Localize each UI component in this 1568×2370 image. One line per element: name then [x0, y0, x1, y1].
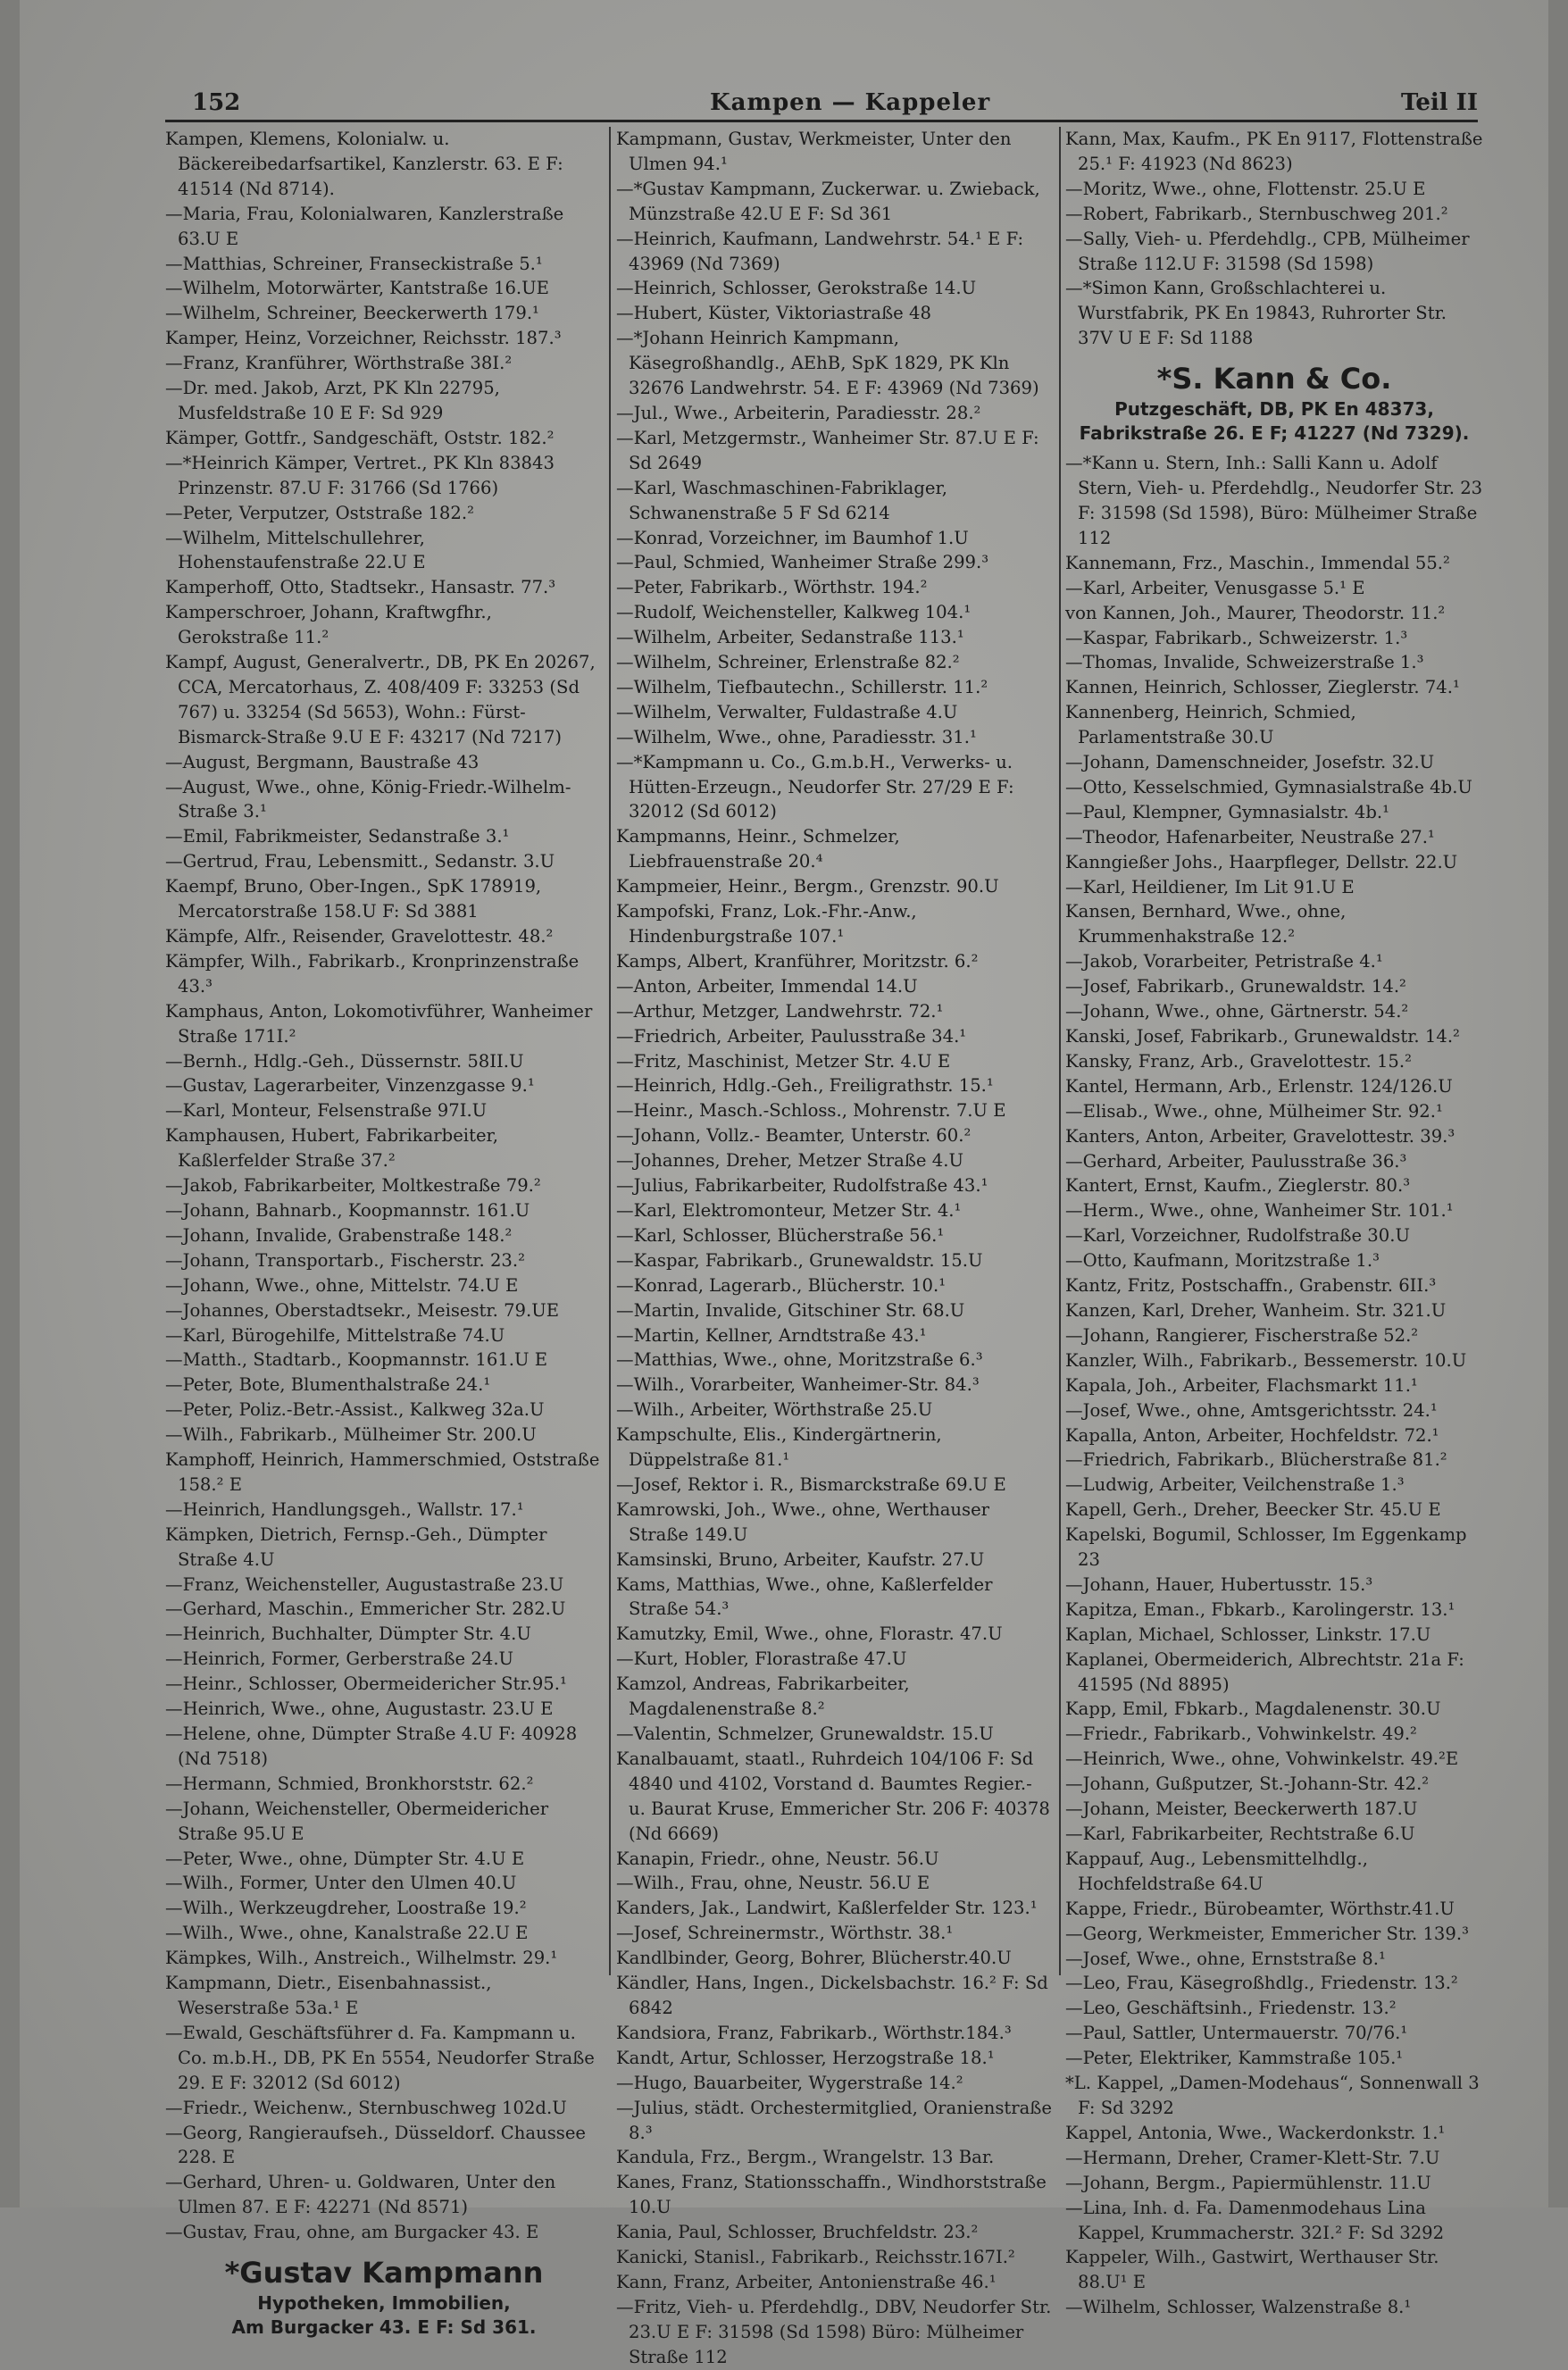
- directory-entry: —Wilh., Former, Unter den Ulmen 40.U: [165, 1873, 517, 1894]
- directory-entry: Kantz, Fritz, Postschaffn., Grabenstr. 6II.³: [1065, 1275, 1437, 1297]
- directory-entry: —Josef, Rektor i. R., Bismarckstraße 69.U E: [616, 1473, 1006, 1495]
- directory-entry: —Matthias, Schreiner, Franseckistraße 5.¹: [165, 253, 543, 274]
- directory-entry: —Johann, Gußputzer, St.-Johann-Str. 42.²: [1065, 1773, 1430, 1795]
- directory-entry: Kanicki, Stanisl., Fabrikarb., Reichsstr.167I.²: [616, 2247, 1015, 2268]
- directory-entry: Kanders, Jak., Landwirt, Kaßlerfelder Str. 123.¹: [616, 1898, 1038, 1919]
- directory-entry: Kannen, Heinrich, Schlosser, Zieglerstr. 74.¹: [1065, 677, 1460, 698]
- directory-entry: —Wilhelm, Mittelschullehrer, Hohenstaufenstraße 22.U E: [165, 527, 426, 573]
- directory-entry: Kappe, Friedr., Bürobeamter, Wörthstr.41.U: [1065, 1898, 1455, 1919]
- directory-entry: —Friedr., Weichenw., Sternbuschweg 102d.U: [165, 2097, 567, 2118]
- directory-entry: —*Gustav Kampmann, Zuckerwar. u. Zwieback, Münzstraße 42.U E F: Sd 361: [616, 178, 1040, 224]
- directory-entry: —Heinrich, Handlungsgeh., Wallstr. 17.¹: [165, 1498, 524, 1520]
- directory-entry: —Kurt, Hobler, Florastraße 47.U: [616, 1648, 907, 1670]
- directory-entry: —Josef, Wwe., ohne, Ernststraße 8.¹: [1065, 1948, 1386, 1969]
- directory-entry: Kaempf, Bruno, Ober-Ingen., SpK 178919, Mercatorstraße 158.U F: Sd 3881: [165, 876, 542, 922]
- directory-entry: —Fritz, Maschinist, Metzer Str. 4.U E: [616, 1050, 951, 1072]
- directory-entry: —Wilh., Frau, ohne, Neustr. 56.U E: [616, 1873, 930, 1894]
- directory-entry: —Arthur, Metzger, Landwehrstr. 72.¹: [616, 1000, 944, 1022]
- directory-entry: Kanzen, Karl, Dreher, Wanheim. Str. 321.U: [1065, 1299, 1447, 1321]
- directory-entry: Kamphoff, Heinrich, Hammerschmied, Oststraße 158.² E: [165, 1449, 600, 1495]
- directory-entry: —Peter, Wwe., ohne, Dümpter Str. 4.U E: [165, 1848, 525, 1869]
- directory-entry: Kanes, Franz, Stationsschaffn., Windhorststraße 10.U: [616, 2172, 1047, 2218]
- directory-entry: —Johann, Invalide, Grabenstraße 148.²: [165, 1224, 513, 1246]
- directory-entry: Kansky, Franz, Arb., Gravelottestr. 15.²: [1065, 1050, 1412, 1072]
- directory-entry: —Hubert, Küster, Viktoriastraße 48: [616, 303, 931, 324]
- directory-entry: —Josef, Wwe., ohne, Amtsgerichtsstr. 24.¹: [1065, 1399, 1438, 1421]
- directory-entry: —Paul, Schmied, Wanheimer Straße 299.³: [616, 552, 989, 573]
- directory-entry: —Peter, Fabrikarb., Wörthstr. 194.²: [616, 577, 928, 598]
- directory-entry: —Robert, Fabrikarb., Sternbuschweg 201.²: [1065, 203, 1448, 224]
- directory-entry: —Jul., Wwe., Arbeiterin, Paradiesstr. 28.²: [616, 402, 981, 423]
- directory-entry: —*Simon Kann, Großschlachterei u. Wurstfabrik, PK En 19843, Ruhrorter Str. 37V U E F: Sd 1188: [1065, 278, 1447, 349]
- page-part-label: Teil II: [1400, 89, 1478, 116]
- directory-entry: —Johann, Wwe., ohne, Mittelstr. 74.U E: [165, 1274, 519, 1296]
- directory-entry: —Gerhard, Uhren- u. Goldwaren, Unter den Ulmen 87. E F: 42271 (Nd 8571): [165, 2172, 556, 2218]
- directory-entry: —Karl, Monteur, Felsenstraße 97I.U: [165, 1100, 488, 1122]
- directory-entry: Kapala, Joh., Arbeiter, Flachsmarkt 11.¹: [1065, 1374, 1418, 1396]
- directory-entry: —Johann, Vollz.- Beamter, Unterstr. 60.²: [616, 1125, 972, 1147]
- directory-entry: —Hermann, Dreher, Cramer-Klett-Str. 7.U: [1065, 2147, 1440, 2168]
- directory-entry: —Josef, Schreinermstr., Wörthstr. 38.¹: [616, 1923, 954, 1944]
- directory-entry: Kamps, Albert, Kranführer, Moritzstr. 6.²: [616, 950, 979, 972]
- directory-entry: —Johannes, Dreher, Metzer Straße 4.U: [616, 1150, 963, 1172]
- directory-entry: Kamphaus, Anton, Lokomotivführer, Wanheimer Straße 171I.²: [165, 1000, 593, 1047]
- directory-entry: —Heinr., Schlosser, Obermeidericher Str.95.¹: [165, 1673, 567, 1695]
- directory-entry: Kappauf, Aug., Lebensmittelhdlg., Hochfeldstraße 64.U: [1065, 1848, 1369, 1894]
- directory-entry: —Jakob, Vorarbeiter, Petristraße 4.¹: [1065, 951, 1383, 972]
- ad-line: Putzgeschäft, DB, PK En 48373,: [1114, 398, 1434, 421]
- directory-entry: —Paul, Klempner, Gymnasialstr. 4b.¹: [1065, 801, 1389, 822]
- directory-entry: Kamutzky, Emil, Wwe., ohne, Florastr. 47.U: [616, 1623, 1003, 1645]
- directory-entry: —Hermann, Schmied, Bronkhorststr. 62.²: [165, 1773, 534, 1794]
- directory-entry: —Emil, Fabrikmeister, Sedanstraße 3.¹: [165, 826, 510, 847]
- directory-entry: —Peter, Poliz.-Betr.-Assist., Kalkweg 32a.U: [165, 1399, 545, 1421]
- directory-entry: —Heinrich, Wwe., ohne, Augustastr. 23.U E: [165, 1698, 554, 1720]
- directory-entry: —Bernh., Hdlg.-Geh., Düssernstr. 58II.U: [165, 1050, 524, 1072]
- directory-entry: —Wilh., Arbeiter, Wörthstraße 25.U: [616, 1399, 933, 1421]
- directory-entry: —Matthias, Wwe., ohne, Moritzstraße 6.³: [616, 1349, 983, 1371]
- entries-list: [616, 127, 1054, 2370]
- directory-entry: —Matth., Stadtarb., Koopmannstr. 161.U E: [165, 1349, 548, 1371]
- directory-entry: —Gertrud, Frau, Lebensmitt., Sedanstr. 3.U: [165, 851, 555, 872]
- directory-entry: Kamper, Heinz, Vorzeichner, Reichsstr. 187.³: [165, 328, 562, 349]
- directory-entry: —Herm., Wwe., ohne, Wanheimer Str. 101.¹: [1065, 1200, 1454, 1222]
- scan-edge-left: [0, 0, 20, 2207]
- directory-entry: Kapitza, Eman., Fbkarb., Karolingerstr. 13.¹: [1065, 1598, 1455, 1620]
- directory-entry: Kanapin, Friedr., ohne, Neustr. 56.U: [616, 1848, 939, 1869]
- directory-entry: —Johann, Wwe., ohne, Gärtnerstr. 54.²: [1065, 1001, 1409, 1022]
- page-number: 152: [192, 89, 241, 116]
- directory-entry: Kämpkes, Wilh., Anstreich., Wilhelmstr. 29.¹: [165, 1948, 558, 1969]
- directory-entry: —Franz, Kranführer, Wörthstraße 38I.²: [165, 353, 513, 374]
- ad-name: *Gustav Kampmann: [224, 2256, 544, 2291]
- directory-entry: Kampf, August, Generalvertr., DB, PK En 20267, CCA, Mercatorhaus, Z. 408/409 F: 33253 (Sd 767) u. 33254 (Sd 5653), Wohn.: Fürst-Bismarck-Straße 9.U E F: 43217 (Nd 7217): [165, 652, 596, 747]
- directory-entry: Kannemann, Frz., Maschin., Immendal 55.²: [1065, 552, 1450, 573]
- directory-entry: Kapelski, Bogumil, Schlosser, Im Eggenkamp 23: [1065, 1524, 1467, 1571]
- directory-entry: —Johann, Hauer, Hubertusstr. 15.³: [1065, 1573, 1373, 1595]
- directory-entry: —Peter, Elektriker, Kammstraße 105.¹: [1065, 2048, 1404, 2069]
- directory-entry: —Heinrich, Kaufmann, Landwehrstr. 54.¹ E F: 43969 (Nd 7369): [616, 228, 1024, 274]
- directory-entry: —Georg, Werkmeister, Emmericher Str. 139.³: [1065, 1923, 1469, 1944]
- directory-entry: Kaplanei, Obermeiderich, Albrechtstr. 21a F: 41595 (Nd 8895): [1065, 1648, 1464, 1695]
- directory-entry: —Anton, Arbeiter, Immendal 14.U: [616, 975, 918, 997]
- directory-entry: —Karl, Schlosser, Blücherstraße 56.¹: [616, 1224, 945, 1246]
- directory-entry: —Hugo, Bauarbeiter, Wygerstraße 14.²: [616, 2072, 963, 2093]
- directory-entry: von Kannen, Joh., Maurer, Theodorstr. 11.²: [1065, 602, 1446, 623]
- directory-entry: Kamperschroer, Johann, Kraftwgfhr., Gerokstraße 11.²: [165, 602, 492, 648]
- column-2: [616, 127, 1054, 2367]
- directory-entry: —Wilhelm, Wwe., ohne, Paradiesstr. 31.¹: [616, 726, 977, 747]
- ad-name: *S. Kann & Co.: [1156, 362, 1392, 396]
- directory-entry: —Johann, Bergm., Papiermühlenstr. 11.U: [1065, 2172, 1431, 2193]
- page-range-title: Kampen — Kappeler: [710, 89, 991, 116]
- directory-entry: —Peter, Verputzer, Oststraße 182.²: [165, 502, 474, 523]
- directory-entry: —August, Bergmann, Baustraße 43: [165, 751, 480, 772]
- directory-entry: —Jakob, Fabrikarbeiter, Moltkestraße 79.²: [165, 1175, 541, 1197]
- directory-entry: Kandt, Artur, Schlosser, Herzogstraße 18.¹: [616, 2047, 995, 2068]
- directory-entry: —Elisab., Wwe., ohne, Mülheimer Str. 92.¹: [1065, 1100, 1443, 1122]
- directory-entry: —Konrad, Vorzeichner, im Baumhof 1.U: [616, 527, 969, 548]
- directory-entry: —Wilhelm, Arbeiter, Sedanstraße 113.¹: [616, 627, 964, 648]
- directory-entry: —August, Wwe., ohne, König-Friedr.-Wilhelm-Straße 3.¹: [165, 776, 571, 822]
- directory-entry: Kanngießer Johs., Haarpfleger, Dellstr. 22.U: [1065, 851, 1458, 872]
- directory-entry: —Johann, Weichensteller, Obermeidericher Straße 95.U E: [165, 1798, 549, 1844]
- directory-entry: —Julius, städt. Orchestermitglied, Oranienstraße 8.³: [616, 2097, 1052, 2143]
- advertisement-box: [1065, 360, 1483, 446]
- directory-entry: —Moritz, Wwe., ohne, Flottenstr. 25.U E: [1065, 178, 1426, 199]
- directory-entry: Kapalla, Anton, Arbeiter, Hochfeldstr. 72.¹: [1065, 1424, 1439, 1446]
- directory-entry: Kannenberg, Heinrich, Schmied, Parlamentstraße 30.U: [1065, 702, 1356, 748]
- ad-line: Hypotheken, Immobilien,: [257, 2292, 511, 2315]
- directory-entry: Kantel, Hermann, Arb., Erlenstr. 124/126.U: [1065, 1075, 1453, 1097]
- directory-entry: *L. Kappel, „Damen-Modehaus“, Sonnenwall 3 F: Sd 3292: [1065, 2073, 1480, 2118]
- directory-entry: Kamrowski, Joh., Wwe., ohne, Werthauser Straße 149.U: [616, 1498, 990, 1545]
- advertisement-box: [165, 2254, 603, 2340]
- directory-entry: —Gustav, Frau, ohne, am Burgacker 43. E: [165, 2222, 539, 2243]
- directory-entry: —Otto, Kaufmann, Moritzstraße 1.³: [1065, 1250, 1380, 1272]
- directory-entry: —Wilh., Vorarbeiter, Wanheimer-Str. 84.³: [616, 1374, 980, 1396]
- directory-entry: Kämpken, Dietrich, Fernsp.-Geh., Dümpter Straße 4.U: [165, 1523, 547, 1570]
- directory-entry: —Karl, Elektromonteur, Metzer Str. 4.¹: [616, 1199, 962, 1221]
- directory-entry: —Gustav, Lagerarbeiter, Vinzenzgasse 9.¹: [165, 1075, 535, 1097]
- directory-entry: —Karl, Heildiener, Im Lit 91.U E: [1065, 876, 1355, 897]
- directory-entry: —Karl, Vorzeichner, Rudolfstraße 30.U: [1065, 1225, 1410, 1247]
- directory-entry: —Martin, Invalide, Gitschiner Str. 68.U: [616, 1299, 965, 1321]
- directory-entry: —Rudolf, Weichensteller, Kalkweg 104.¹: [616, 602, 972, 623]
- directory-entry: —Wilhelm, Tiefbautechn., Schillerstr. 11.²: [616, 676, 988, 697]
- directory-entry: —Karl, Arbeiter, Venusgasse 5.¹ E: [1065, 577, 1365, 598]
- directory-entry: —Valentin, Schmelzer, Grunewaldstr. 15.U: [616, 1723, 994, 1744]
- directory-entry: —Leo, Frau, Käsegroßhdlg., Friedenstr. 13.²: [1065, 1973, 1458, 1994]
- column-1: [165, 127, 603, 2339]
- directory-entry: —Gerhard, Maschin., Emmericher Str. 282.U: [165, 1598, 566, 1620]
- directory-entry: —Wilhelm, Schreiner, Beeckerwerth 179.¹: [165, 303, 539, 324]
- directory-entry: —Friedrich, Fabrikarb., Blücherstraße 81.²: [1065, 1449, 1447, 1471]
- directory-entry: Kann, Max, Kaufm., PK En 9117, Flottenstraße 25.¹ F: 41923 (Nd 8623): [1065, 129, 1483, 174]
- directory-entry: Kampmanns, Heinr., Schmelzer, Liebfrauenstraße 20.⁴: [616, 826, 900, 872]
- directory-entry: —Georg, Rangieraufseh., Düsseldorf. Chaussee 228. E: [165, 2122, 587, 2168]
- directory-entry: Kandula, Frz., Bergm., Wrangelstr. 13 Bar.: [616, 2147, 995, 2168]
- directory-entry: —Sally, Vieh- u. Pferdehdlg., CPB, Mülheimer Straße 112.U F: 31598 (Sd 1598): [1065, 228, 1470, 274]
- directory-entry: Kaplan, Michael, Schlosser, Linkstr. 17.U: [1065, 1623, 1431, 1645]
- directory-entry: —Karl, Waschmaschinen-Fabriklager, Schwanenstraße 5 F Sd 6214: [616, 477, 947, 523]
- directory-entry: —Wilhelm, Schlosser, Walzenstraße 8.¹: [1065, 2297, 1412, 2318]
- directory-entry: Kampschulte, Elis., Kindergärtnerin, Düppelstraße 81.¹: [616, 1424, 942, 1471]
- directory-entry: —Fritz, Vieh- u. Pferdehdlg., DBV, Neudorfer Str. 23.U E F: 31598 (Sd 1598) Büro: Mülheimer Straße 112: [616, 2296, 1052, 2367]
- directory-entry: —*Kann u. Stern, Inh.: Salli Kann u. Adolf Stern, Vieh- u. Pferdehdlg., Neudorfer Str. 23 F: 31598 (Sd 1598), Büro: Mülheimer Straße 112: [1065, 453, 1483, 548]
- directory-entry: —Friedr., Fabrikarb., Vohwinkelstr. 49.²: [1065, 1723, 1417, 1745]
- directory-entry: Kanalbauamt, staatl., Ruhrdeich 104/106 F: Sd 4840 und 4102, Vorstand d. Baumtes Regier.- u. Baurat Kruse, Emmericher Str. 206 F: 40378 (Nd 6669): [616, 1748, 1050, 1844]
- directory-entry: —Gerhard, Arbeiter, Paulusstraße 36.³: [1065, 1150, 1407, 1172]
- directory-entry: Kappeler, Wilh., Gastwirt, Werthauser Str. 88.U¹ E: [1065, 2247, 1439, 2293]
- directory-entry: —Karl, Metzgermstr., Wanheimer Str. 87.U E F: Sd 2649: [616, 427, 1039, 473]
- directory-entry: —Otto, Kesselschmied, Gymnasialstraße 4b.U: [1065, 776, 1472, 797]
- directory-entry: —Heinrich, Hdlg.-Geh., Freiligrathstr. 15.¹: [616, 1075, 994, 1097]
- directory-entry: —Thomas, Invalide, Schweizerstraße 1.³: [1065, 652, 1424, 673]
- column-divider: [1059, 127, 1061, 1975]
- directory-entry: —Martin, Kellner, Arndtstraße 43.¹: [616, 1324, 927, 1346]
- entries-list: [165, 127, 603, 2245]
- directory-entry: —Karl, Bürogehilfe, Mittelstraße 74.U: [165, 1324, 505, 1346]
- directory-entry: Kanters, Anton, Arbeiter, Gravelottestr. 39.³: [1065, 1125, 1455, 1147]
- directory-entry: —Wilhelm, Verwalter, Fuldastraße 4.U: [616, 701, 958, 722]
- directory-entry: Kampofski, Franz, Lok.-Fhr.-Anw., Hindenburgstraße 107.¹: [616, 901, 917, 947]
- directory-entry: Kamsinski, Bruno, Arbeiter, Kaufstr. 27.U: [616, 1548, 985, 1570]
- directory-entry: Kampen, Klemens, Kolonialw. u. Bäckereibedarfsartikel, Kanzlerstr. 63. E F: 41514 (Nd 8714).: [165, 129, 563, 199]
- directory-entry: Kania, Paul, Schlosser, Bruchfeldstr. 23.²: [616, 2222, 979, 2243]
- directory-entry: —Johann, Rangierer, Fischerstraße 52.²: [1065, 1324, 1419, 1346]
- directory-entry: —Kaspar, Fabrikarb., Schweizerstr. 1.³: [1065, 627, 1408, 648]
- directory-entry: —Paul, Sattler, Untermauerstr. 70/76.¹: [1065, 2023, 1408, 2044]
- ad-line: Am Burgacker 43. E F: Sd 361.: [231, 2316, 537, 2339]
- directory-entry: —*Kampmann u. Co., G.m.b.H., Verwerks- u. Hütten-Erzeugn., Neudorfer Str. 27/29 E F: 32012 (Sd 6012): [616, 751, 1014, 822]
- directory-entry: —Dr. med. Jakob, Arzt, PK Kln 22795, Musfeldstraße 10 E F: Sd 929: [165, 378, 500, 423]
- directory-entry: Kams, Matthias, Wwe., ohne, Kaßlerfelder Straße 54.³: [616, 1573, 993, 1620]
- directory-entry: —Josef, Fabrikarb., Grunewaldstr. 14.²: [1065, 976, 1406, 997]
- page-header: [165, 84, 1478, 120]
- directory-entry: Kampmeier, Heinr., Bergm., Grenzstr. 90.U: [616, 876, 999, 897]
- directory-entry: Kämpfer, Wilh., Fabrikarb., Kronprinzenstraße 43.³: [165, 950, 580, 997]
- directory-entry: Kanzler, Wilh., Fabrikarb., Bessemerstr. 10.U: [1065, 1349, 1467, 1371]
- directory-entry: —*Johann Heinrich Kampmann, Käsegroßhandlg., AEhB, SpK 1829, PK Kln 32676 Landwehrstr. 54. E F: 43969 (Nd 7369): [616, 328, 1039, 399]
- directory-entry: —Theodor, Hafenarbeiter, Neustraße 27.¹: [1065, 826, 1435, 847]
- directory-entry: Kändler, Hans, Ingen., Dickelsbachstr. 16.² F: Sd 6842: [616, 1973, 1048, 2018]
- directory-entry: Kann, Franz, Arbeiter, Antonienstraße 46.¹: [616, 2271, 997, 2292]
- directory-entry: —Wilh., Werkzeugdreher, Loostraße 19.²: [165, 1898, 527, 1919]
- directory-entry: —Lina, Inh. d. Fa. Damenmodehaus Lina Kappel, Krummacherstr. 32I.² F: Sd 3292: [1065, 2197, 1445, 2243]
- directory-entry: —Heinrich, Schlosser, Gerokstraße 14.U: [616, 278, 977, 299]
- directory-entry: —Helene, ohne, Dümpter Straße 4.U F: 40928 (Nd 7518): [165, 1723, 578, 1769]
- directory-entry: —Ewald, Geschäftsführer d. Fa. Kampmann u. Co. m.b.H., DB, PK En 5554, Neudorfer Straße 29. E F: 32012 (Sd 6012): [165, 2022, 595, 2093]
- directory-entry: Kampmann, Gustav, Werkmeister, Unter den Ulmen 94.¹: [616, 129, 1012, 174]
- entries-list: [1065, 451, 1483, 2320]
- directory-entry: Kamperhoff, Otto, Stadtsekr., Hansastr. 77.³: [165, 577, 556, 598]
- directory-entry: —Maria, Frau, Kolonialwaren, Kanzlerstraße 63.U E: [165, 203, 564, 249]
- directory-entry: —Friedrich, Arbeiter, Paulusstraße 34.¹: [616, 1025, 967, 1047]
- scan-edge-right: [1548, 0, 1568, 2207]
- directory-entry: —Kaspar, Fabrikarb., Grunewaldstr. 15.U: [616, 1249, 983, 1271]
- directory-entry: —Ludwig, Arbeiter, Veilchenstraße 1.³: [1065, 1474, 1405, 1496]
- directory-entry: —Johann, Meister, Beeckerwerth 187.U: [1065, 1798, 1418, 1820]
- directory-entry: —Julius, Fabrikarbeiter, Rudolfstraße 43.¹: [616, 1175, 988, 1197]
- directory-entry: —Franz, Weichensteller, Augustastraße 23.U: [165, 1573, 564, 1595]
- directory-entry: Kanski, Josef, Fabrikarb., Grunewaldstr. 14.²: [1065, 1026, 1460, 1047]
- directory-entry: Kamzol, Andreas, Fabrikarbeiter, Magdalenenstraße 8.²: [616, 1673, 910, 1720]
- directory-entry: Kämper, Gottfr., Sandgeschäft, Oststr. 182.²: [165, 427, 555, 448]
- directory-entry: —Heinr., Masch.-Schloss., Mohrenstr. 7.U E: [616, 1100, 1006, 1122]
- directory-entry: —Wilhelm, Motorwärter, Kantstraße 16.UE: [165, 278, 549, 299]
- directory-entry: —Johannes, Oberstadtsekr., Meisestr. 79.UE: [165, 1299, 560, 1321]
- directory-entry: —Johann, Transportarb., Fischerstr. 23.²: [165, 1249, 525, 1271]
- directory-entry: Kapell, Gerh., Dreher, Beecker Str. 45.U E: [1065, 1499, 1441, 1521]
- directory-entry: Kantert, Ernst, Kaufm., Zieglerstr. 80.³: [1065, 1175, 1411, 1197]
- directory-entry: —Wilh., Wwe., ohne, Kanalstraße 22.U E: [165, 1923, 529, 1944]
- directory-entry: —Leo, Geschäftsinh., Friedenstr. 13.²: [1065, 1998, 1397, 2019]
- directory-entry: —Johann, Bahnarb., Koopmannstr. 161.U: [165, 1199, 530, 1221]
- directory-entry: Kandsiora, Franz, Fabrikarb., Wörthstr.184.³: [616, 2022, 1012, 2043]
- entries-list: [1065, 127, 1483, 351]
- directory-entry: —Heinrich, Buchhalter, Dümpter Str. 4.U: [165, 1623, 531, 1645]
- directory-entry: —*Heinrich Kämper, Vertret., PK Kln 83843 Prinzenstr. 87.U F: 31766 (Sd 1766): [165, 452, 555, 498]
- directory-entry: —Heinrich, Former, Gerberstraße 24.U: [165, 1648, 514, 1670]
- directory-entry: —Wilh., Fabrikarb., Mülheimer Str. 200.U: [165, 1424, 537, 1446]
- directory-entry: —Konrad, Lagerarb., Blücherstr. 10.¹: [616, 1274, 947, 1296]
- directory-entry: Kandlbinder, Georg, Bohrer, Blücherstr.40.U: [616, 1948, 1012, 1969]
- directory-entry: —Karl, Fabrikarbeiter, Rechtstraße 6.U: [1065, 1823, 1415, 1844]
- directory-entry: —Heinrich, Wwe., ohne, Vohwinkelstr. 49.²E: [1065, 1748, 1459, 1770]
- directory-entry: Kamphausen, Hubert, Fabrikarbeiter, Kaßlerfelder Straße 37.²: [165, 1125, 498, 1172]
- column-3: [1065, 127, 1483, 2318]
- directory-entry: Kappel, Antonia, Wwe., Wackerdonkstr. 1.¹: [1065, 2122, 1446, 2143]
- header-rule: [165, 120, 1478, 122]
- column-divider: [609, 127, 611, 1975]
- directory-entry: —Johann, Damenschneider, Josefstr. 32.U: [1065, 752, 1435, 773]
- directory-entry: Kämpfe, Alfr., Reisender, Gravelottestr. 48.²: [165, 926, 554, 947]
- directory-entry: Kampmann, Dietr., Eisenbahnassist., Weserstraße 53a.¹ E: [165, 1973, 492, 2018]
- directory-entry: Kansen, Bernhard, Wwe., ohne, Krummenhakstraße 12.²: [1065, 901, 1347, 947]
- directory-entry: —Wilhelm, Schreiner, Erlenstraße 82.²: [616, 652, 960, 673]
- directory-entry: —Peter, Bote, Blumenthalstraße 24.¹: [165, 1374, 491, 1396]
- ad-line: Fabrikstraße 26. E F; 41227 (Nd 7329).: [1079, 422, 1470, 445]
- directory-entry: Kapp, Emil, Fbkarb., Magdalenenstr. 30.U: [1065, 1698, 1441, 1720]
